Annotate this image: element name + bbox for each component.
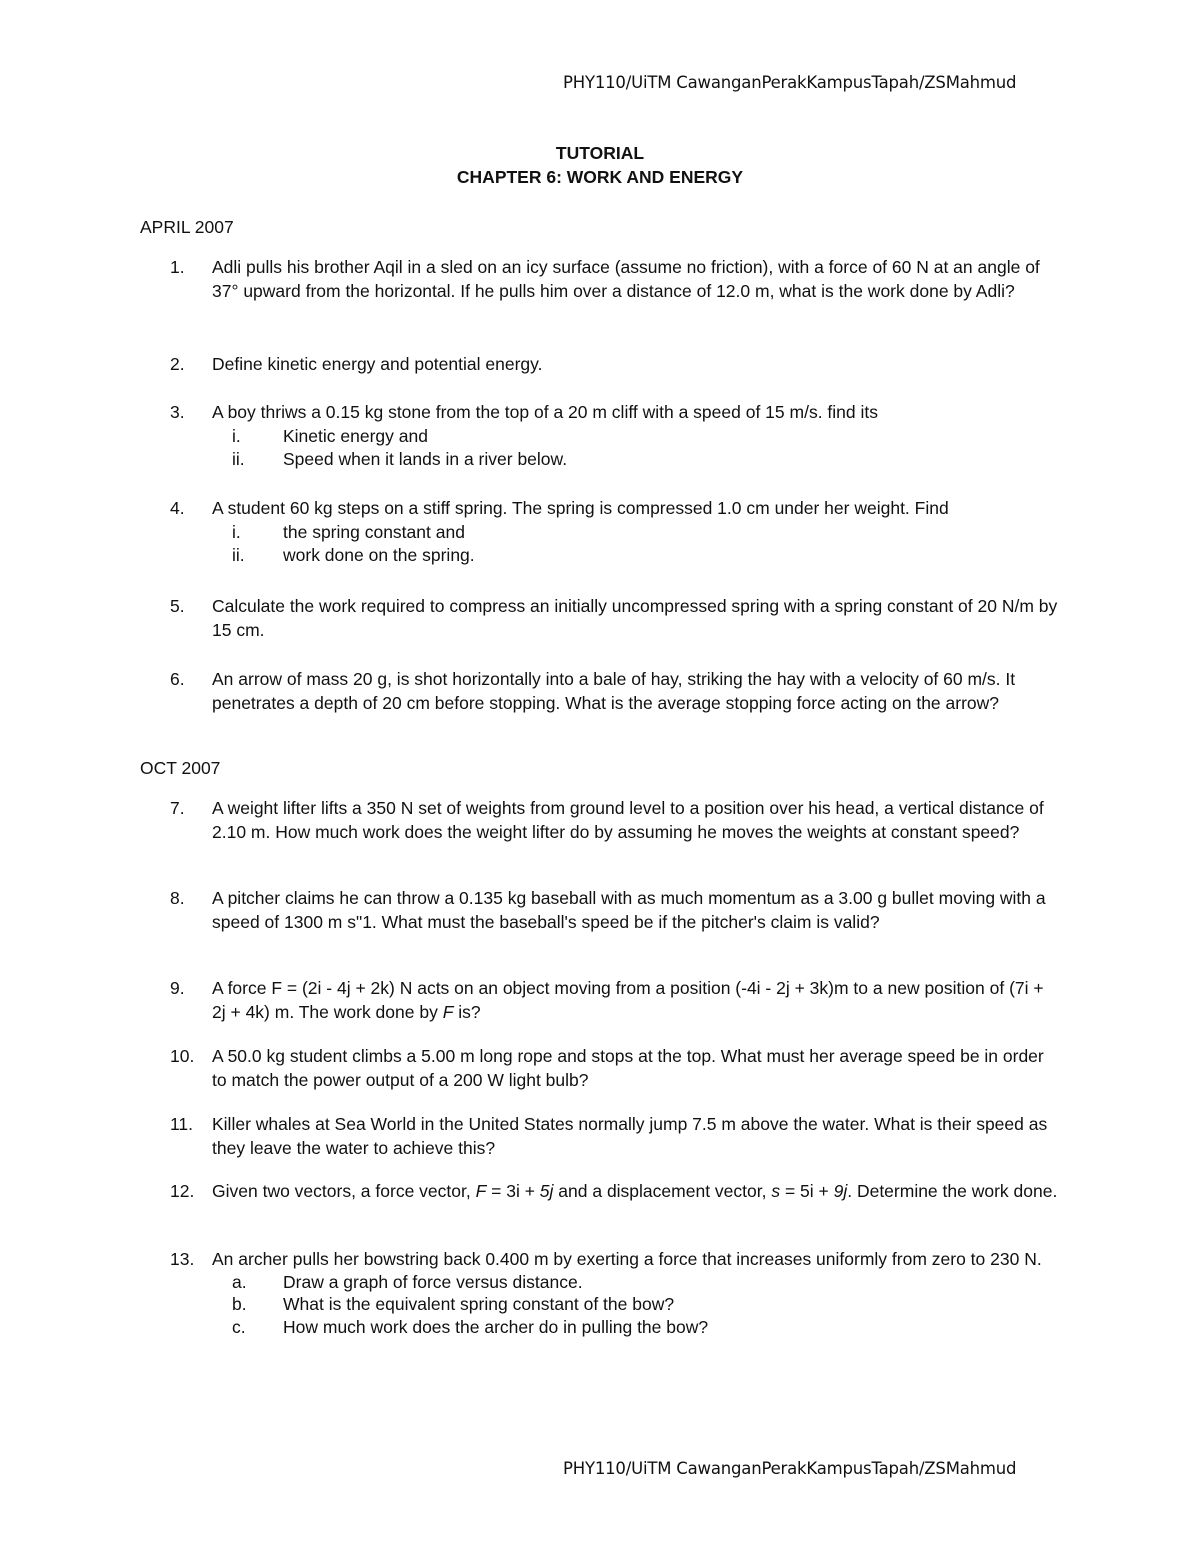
sub-text: Speed when it lands in a river below. xyxy=(283,449,568,469)
sub-item xyxy=(212,544,1060,568)
question-number: 5. xyxy=(170,596,185,616)
question-number: 6. xyxy=(170,669,185,689)
question-number: 8. xyxy=(170,888,185,908)
page-header: PHY110/UiTM CawanganPerakKampusTapah/ZSMahmud xyxy=(563,73,1017,92)
question-4 xyxy=(170,497,1060,568)
sub-item xyxy=(212,425,1060,449)
sub-marker: ii. xyxy=(232,545,245,565)
question-text: Killer whales at Sea World in the United States normally jump 7.5 m above the water. What is their speed as they leave the water to achieve this? xyxy=(212,1114,1048,1158)
variable-5j: 5j xyxy=(539,1181,554,1201)
section-oct-2007: OCT 2007 xyxy=(140,758,221,778)
question-number: 12. xyxy=(170,1181,195,1201)
question-text: A force F = (2i - 4j + 2k) N acts on an object moving from a position (-4i - 2j + 3k)m to a new position of (7i + 2j + 4k) m. The work done by F is? xyxy=(212,978,1044,1022)
question-text: A pitcher claims he can throw a 0.135 kg baseball with as much momentum as a 3.00 g bullet moving with a speed of 1300 m s"1. What must the baseball's speed be if the pitcher's claim is valid? xyxy=(212,888,1046,932)
question-number: 13. xyxy=(170,1249,195,1269)
sub-item xyxy=(212,1271,1060,1294)
question-text: A boy thriws a 0.15 kg stone from the top of a 20 m cliff with a speed of 15 m/s. find its xyxy=(212,402,878,422)
question-1 xyxy=(170,256,1060,303)
question-12 xyxy=(170,1180,1060,1204)
question-number: 7. xyxy=(170,798,185,818)
question-text: A 50.0 kg student climbs a 5.00 m long rope and stops at the top. What must her average speed be in order to match the power output of a 200 W light bulb? xyxy=(212,1046,1044,1090)
question-10 xyxy=(170,1045,1060,1092)
sub-marker: c. xyxy=(232,1316,246,1337)
question-11 xyxy=(170,1113,1060,1160)
sub-text: the spring constant and xyxy=(283,521,465,542)
question-text: Calculate the work required to compress an initially uncompressed spring with a spring constant of 20 N/m by 15 cm. xyxy=(212,596,1058,640)
question-text: Adli pulls his brother Aqil in a sled on an icy surface (assume no friction), with a force of 60 N at an angle of 37° upward from the horizontal. If he pulls him over a distance of 12.0 m, what is the work done by Adli? xyxy=(212,257,1040,301)
sub-text: How much work does the archer do in pulling the bow? xyxy=(283,1316,709,1337)
sub-text: What is the equivalent spring constant of the bow? xyxy=(283,1294,675,1314)
sub-marker: i. xyxy=(232,521,241,542)
question-number: 11. xyxy=(170,1114,194,1134)
question-text: A weight lifter lifts a 350 N set of weights from ground level to a position over his head, a vertical distance of 2.10 m. How much work does the weight lifter do by assuming he moves the weights at constant speed? xyxy=(212,798,1044,842)
section-april-2007: APRIL 2007 xyxy=(140,217,234,237)
sub-item xyxy=(212,448,1060,472)
question-13 xyxy=(170,1248,1060,1338)
sub-text: work done on the spring. xyxy=(283,545,475,565)
question-text: Define kinetic energy and potential energy. xyxy=(212,354,543,374)
sub-marker: a. xyxy=(232,1271,247,1292)
title-tutorial: TUTORIAL xyxy=(555,143,645,163)
page-footer: PHY110/UiTM CawanganPerakKampusTapah/ZSMahmud xyxy=(563,1459,1017,1478)
question-text: Given two vectors, a force vector, F = 3i + 5j and a displacement vector, s = 5i + 9j. Determine the work done. xyxy=(212,1181,1058,1201)
sub-marker: b. xyxy=(232,1294,247,1314)
question-2 xyxy=(170,353,1060,377)
question-number: 4. xyxy=(170,498,185,518)
question-6 xyxy=(170,668,1060,715)
question-number: 10. xyxy=(170,1046,195,1066)
sub-marker: i. xyxy=(232,425,241,446)
variable-9j: 9j xyxy=(833,1181,848,1201)
question-number: 2. xyxy=(170,354,185,374)
sub-item xyxy=(212,1316,1060,1339)
question-8 xyxy=(170,887,1060,934)
question-9 xyxy=(170,977,1060,1024)
question-5 xyxy=(170,595,1060,642)
question-text: An archer pulls her bowstring back 0.400 m by exerting a force that increases uniformly from zero to 230 N. xyxy=(212,1249,1042,1269)
sub-item xyxy=(212,1293,1060,1316)
sub-marker: ii. xyxy=(232,449,245,469)
sub-text: Kinetic energy and xyxy=(283,425,428,446)
sub-text: Draw a graph of force versus distance. xyxy=(283,1271,583,1292)
question-number: 3. xyxy=(170,402,185,422)
question-7 xyxy=(170,797,1060,844)
question-number: 9. xyxy=(170,978,185,998)
question-number: 1. xyxy=(170,257,185,277)
question-3 xyxy=(170,401,1060,472)
variable-f: F xyxy=(442,1001,454,1022)
question-text: An arrow of mass 20 g, is shot horizontally into a bale of hay, striking the hay with a velocity of 60 m/s. It penetrates a depth of 20 cm before stopping. What is the average stopping force acting on the arrow? xyxy=(212,669,1016,713)
variable-s: s xyxy=(771,1181,781,1201)
variable-f: F xyxy=(475,1181,487,1201)
title-chapter: CHAPTER 6: WORK AND ENERGY xyxy=(456,167,744,187)
question-text: A student 60 kg steps on a stiff spring. The spring is compressed 1.0 cm under her weight. Find xyxy=(212,498,949,518)
sub-item xyxy=(212,521,1060,545)
